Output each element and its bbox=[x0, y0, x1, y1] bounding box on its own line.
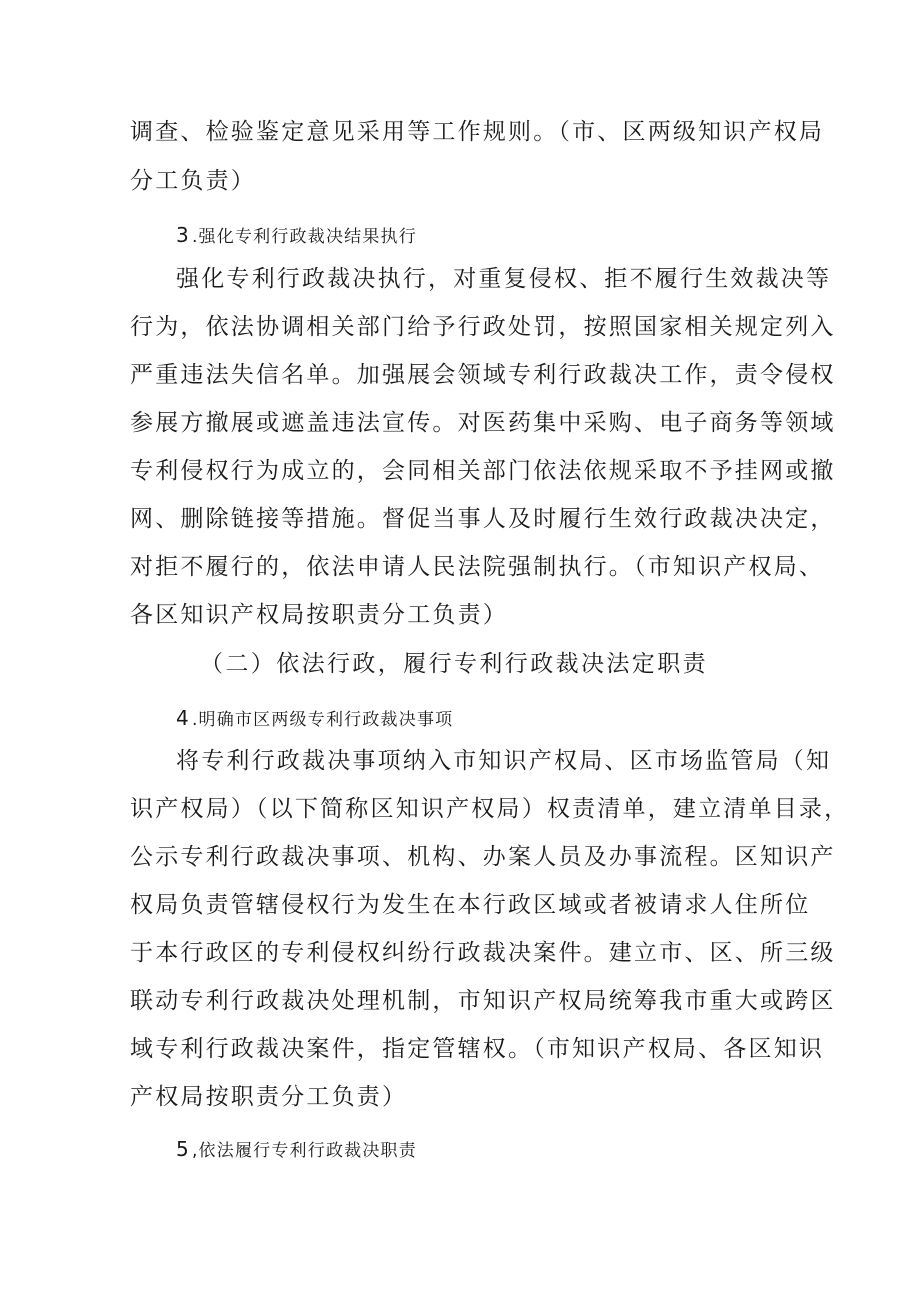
subheading-text: .强化专利行政裁决结果执行 bbox=[191, 227, 417, 247]
section-heading: （二）依法行政，履行专利行政裁决法定职责 bbox=[200, 651, 708, 677]
subheading-4 bbox=[176, 705, 453, 733]
paragraph-line: 严重违法失信名单。加强展会领域专利行政裁决工作，责令侵权 bbox=[130, 362, 836, 388]
paragraph-line: 专利侵权行为成立的，会同相关部门依法依规采取不予挂网或撤 bbox=[130, 458, 836, 484]
subheading-3 bbox=[176, 222, 417, 250]
paragraph-line: 对拒不履行的，依法申请人民法院强制执行。（市知识产权局、 bbox=[130, 554, 825, 580]
paragraph-line: 网、删除链接等措施。督促当事人及时履行生效行政裁决决定， bbox=[130, 506, 836, 532]
paragraph-line: 公示专利行政裁决事项、机构、办案人员及办事流程。区知识产 bbox=[130, 844, 836, 870]
subheading-5 bbox=[176, 1136, 417, 1164]
paragraph-line: 调查、检验鉴定意见采用等工作规则。（市、区两级知识产权局 bbox=[130, 119, 825, 145]
subheading-number: 4 bbox=[176, 706, 190, 730]
paragraph-line: 各区知识产权局按职责分工负责） bbox=[130, 602, 508, 628]
subheading-text: .明确市区两级专利行政裁决事项 bbox=[191, 710, 454, 730]
paragraph-line: 参展方撤展或遮盖违法宣传。对医药集中采购、电子商务等领域 bbox=[130, 410, 836, 436]
paragraph-line: 将专利行政裁决事项纳入市知识产权局、区市场监管局（知 bbox=[176, 748, 832, 774]
paragraph-line: 域专利行政裁决案件，指定管辖权。（市知识产权局、各区知识 bbox=[130, 1036, 825, 1062]
paragraph-line: 权局负责管辖侵权行为发生在本行政区域或者被请求人住所位 bbox=[130, 892, 811, 918]
paragraph-line: 联动专利行政裁决处理机制，市知识产权局统筹我市重大或跨区 bbox=[130, 988, 836, 1014]
paragraph-line: 行为，依法协调相关部门给予行政处罚，按照国家相关规定列入 bbox=[130, 314, 836, 340]
subheading-number: 5 bbox=[176, 1137, 190, 1161]
paragraph-line: 于本行政区的专利侵权纠纷行政裁决案件。建立市、区、所三级 bbox=[130, 940, 836, 966]
paragraph-line: 分工负责） bbox=[130, 168, 256, 194]
subheading-number: 3 bbox=[176, 223, 190, 247]
paragraph-line: 强化专利行政裁决执行，对重复侵权、拒不履行生效裁决等 bbox=[176, 266, 832, 292]
subheading-text: ,依法履行专利行政裁决职责 bbox=[191, 1141, 417, 1161]
paragraph-line: 产权局按职责分工负责） bbox=[130, 1084, 408, 1110]
paragraph-line: 识产权局）（以下简称区知识产权局）权责清单，建立清单目录， bbox=[130, 796, 850, 822]
